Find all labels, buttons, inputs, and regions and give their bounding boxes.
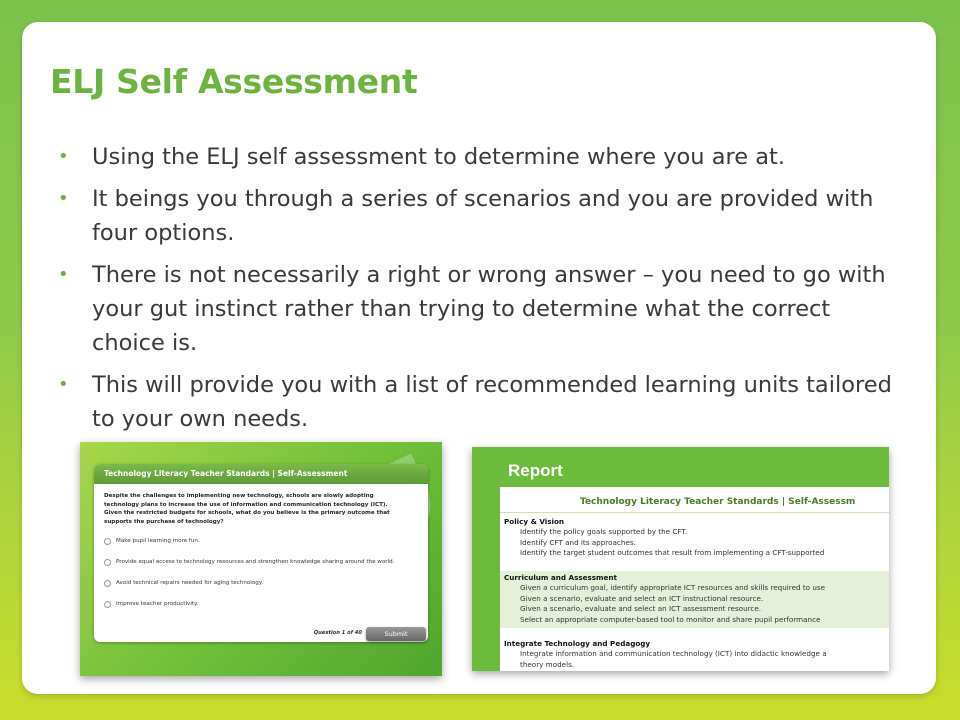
quiz-options bbox=[116, 538, 406, 622]
radio-icon[interactable] bbox=[104, 580, 111, 587]
bullet-dot-icon: • bbox=[58, 188, 69, 209]
report-label: Report bbox=[508, 461, 563, 480]
quiz-option-label: Provide equal access to technology resources and strengthen knowledge sharing around the world. bbox=[116, 559, 395, 565]
quiz-header: Technology Literacy Teacher Standards | Self-Assessment bbox=[94, 464, 428, 484]
report-section-title: Integrate Technology and Pedagogy bbox=[504, 639, 651, 648]
report-section-curriculum bbox=[500, 571, 889, 628]
report-line: Given a scenario, evaluate and select an ICT instructional resource. bbox=[520, 593, 764, 603]
quiz-option-label: Improve teacher productivity. bbox=[116, 601, 199, 607]
quiz-screenshot bbox=[80, 442, 442, 676]
quiz-card bbox=[94, 464, 428, 642]
bullet-item bbox=[56, 258, 906, 360]
quiz-option[interactable] bbox=[116, 538, 406, 559]
bullet-text: There is not necessarily a right or wrong answer – you need to go with your gut instinct rather than trying to determine what the correct choice is. bbox=[92, 262, 886, 356]
bullet-list bbox=[56, 140, 906, 444]
report-line: Identify the policy goals supported by the CFT. bbox=[520, 527, 688, 537]
report-line: theory models. bbox=[520, 659, 575, 669]
quiz-option-label: Make pupil learning more fun. bbox=[116, 538, 200, 544]
report-title: Technology Literacy Teacher Standards | Self-Assessm bbox=[580, 497, 856, 507]
bullet-item bbox=[56, 140, 906, 174]
report-line: Select an appropriate computer-based tool to monitor and share pupil performance bbox=[520, 614, 821, 624]
bullet-text: This will provide you with a list of recommended learning units tailored to your own needs. bbox=[92, 372, 892, 432]
report-section-title: Policy & Vision bbox=[504, 517, 565, 526]
bullet-dot-icon: • bbox=[58, 264, 69, 285]
quiz-option[interactable] bbox=[116, 580, 406, 601]
quiz-option[interactable] bbox=[116, 601, 406, 622]
report-section-title: Curriculum and Assessment bbox=[504, 573, 617, 582]
divider bbox=[500, 512, 889, 513]
report-line: Identify the target student outcomes that result from implementing a CFT-supported bbox=[520, 548, 825, 558]
report-section-policy bbox=[500, 515, 889, 562]
radio-icon[interactable] bbox=[104, 601, 111, 608]
bullet-text: Using the ELJ self assessment to determine where you are at. bbox=[92, 144, 786, 170]
bullet-item bbox=[56, 182, 906, 250]
report-section-pedagogy bbox=[500, 637, 889, 671]
report-screenshot bbox=[472, 447, 889, 671]
radio-icon[interactable] bbox=[104, 559, 111, 566]
bullet-dot-icon: • bbox=[58, 374, 69, 395]
report-line: Identify CFT and its approaches. bbox=[520, 537, 636, 547]
report-document bbox=[500, 487, 889, 671]
radio-icon[interactable] bbox=[104, 538, 111, 545]
bullet-item bbox=[56, 368, 906, 436]
quiz-question: Despite the challenges to implementing new technology, schools are slowly adopting technology plans to increase the use of information and communication technology (ICT). Given the restricted budgets for schools, what do you believe is the primary outcome that supports the purchase of technology? bbox=[104, 493, 390, 525]
quiz-option-label: Avoid technical repairs needed for aging technology. bbox=[116, 580, 264, 586]
report-line: Given a scenario, evaluate and select an ICT assessment resource. bbox=[520, 604, 762, 614]
question-counter: Question 1 of 40 bbox=[313, 630, 362, 636]
submit-button[interactable]: Submit bbox=[366, 627, 426, 641]
bullet-text: It beings you through a series of scenarios and you are provided with four options. bbox=[92, 186, 874, 246]
quiz-option[interactable] bbox=[116, 559, 406, 580]
bullet-dot-icon: • bbox=[58, 146, 69, 167]
report-line: Given a curriculum goal, identify appropriate ICT resources and skills required to use bbox=[520, 583, 826, 593]
report-line: Integrate information and communication technology (ICT) into didactic knowledge a bbox=[520, 649, 827, 659]
slide-title: ELJ Self Assessment bbox=[50, 62, 418, 101]
